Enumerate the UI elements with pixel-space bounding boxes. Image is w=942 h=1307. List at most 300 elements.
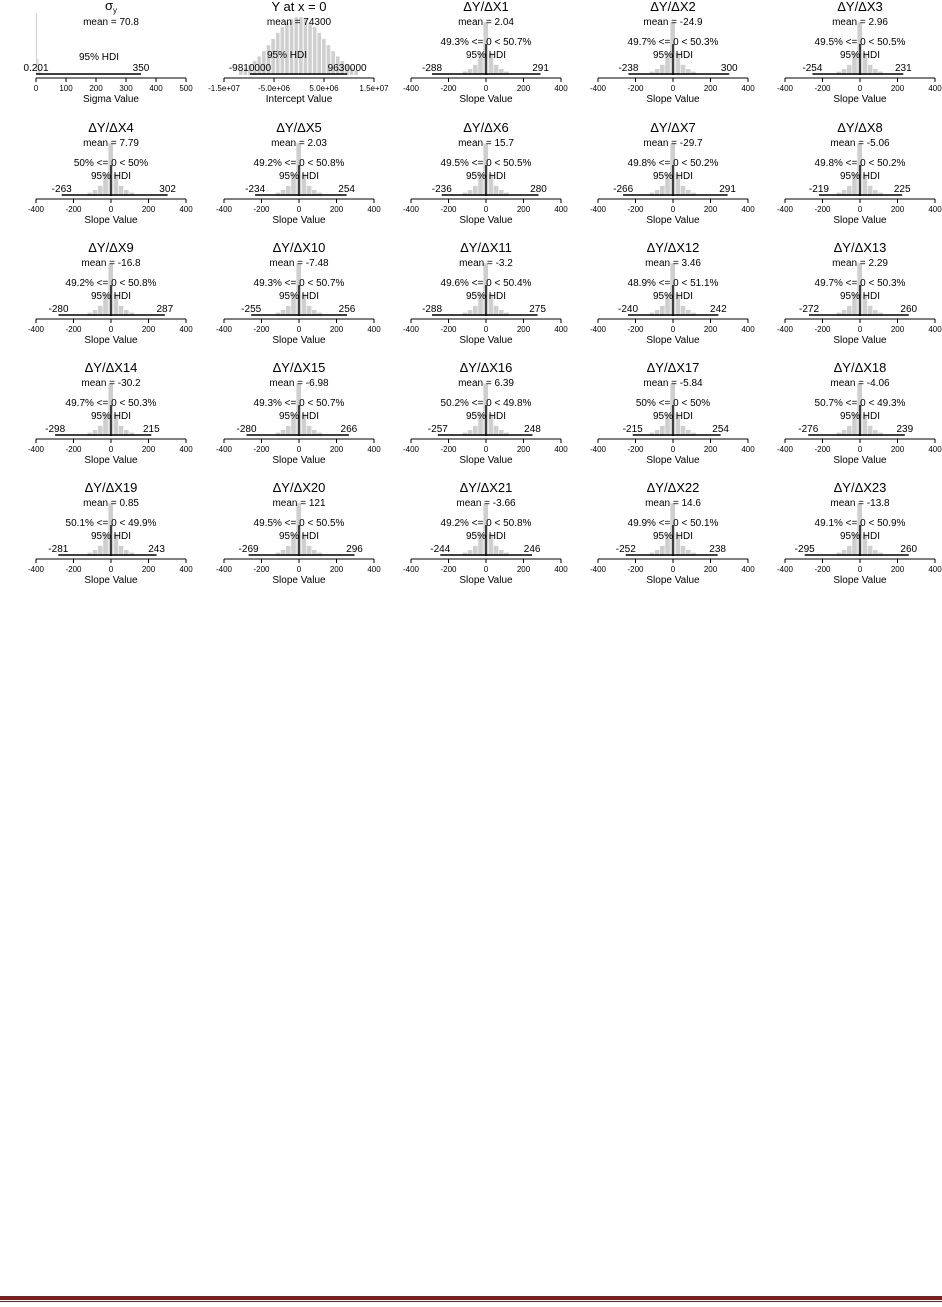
histogram-bar [317, 33, 321, 75]
x-axis-label: Slope Value [459, 455, 513, 466]
x-tick-label: -200 [65, 565, 82, 574]
x-tick-label: 400 [928, 84, 942, 93]
hdi-label: 95% HDI [652, 291, 694, 302]
hdi-label: 95% HDI [465, 411, 507, 422]
x-tick-label: -200 [627, 205, 644, 214]
x-tick-label: 400 [179, 445, 193, 454]
mean-label: mean = -6.98 [269, 378, 329, 389]
x-tick-label: 200 [890, 445, 905, 454]
x-axis-label: Slope Value [459, 335, 513, 346]
hdi-label: 95% HDI [90, 411, 132, 422]
x-tick-label: 200 [141, 445, 156, 454]
percent-label: 48.9% <= 0 < 51.1% [627, 278, 719, 289]
x-tick-label: 400 [554, 325, 568, 334]
hdi-low-label: -252 [615, 544, 636, 555]
x-tick-label: 200 [703, 84, 718, 93]
hdi-high-label: 350 [132, 63, 150, 74]
panel-9 [590, 120, 755, 226]
percent-label: 49.5% <= 0 < 50.5% [440, 158, 532, 169]
mean-label: mean = -3.66 [456, 498, 516, 509]
panel-3 [403, 0, 568, 105]
x-tick-label: -200 [65, 205, 82, 214]
x-tick-label: 0 [483, 84, 489, 93]
hdi-high-label: 260 [900, 304, 918, 315]
x-tick-label: 200 [703, 445, 718, 454]
panel-20 [777, 360, 942, 466]
x-tick-label: 400 [179, 205, 193, 214]
x-axis-label: Slope Value [272, 215, 326, 226]
x-tick-label: 0 [483, 325, 489, 334]
mean-label: mean = -30.2 [81, 378, 141, 389]
x-tick-label: 400 [928, 565, 942, 574]
x-tick-label: -400 [776, 445, 794, 454]
mean-label: mean = -16.8 [81, 258, 141, 269]
percent-label: 49.8% <= 0 < 50.2% [627, 158, 719, 169]
hdi-label: 95% HDI [465, 531, 507, 542]
hdi-low-label: -281 [48, 544, 69, 555]
x-tick-label: 0 [296, 565, 302, 574]
panel-11 [28, 240, 193, 346]
x-tick-label: -400 [776, 205, 794, 214]
hdi-high-label: 231 [894, 63, 912, 74]
x-tick-label: 500 [179, 84, 193, 93]
hdi-label: 95% HDI [278, 411, 320, 422]
percent-label: 50% <= 0 < 50% [73, 158, 149, 169]
x-tick-label: -200 [627, 325, 644, 334]
histogram-bar [322, 39, 326, 75]
x-tick-label: -400 [27, 205, 45, 214]
histogram-bar [313, 27, 317, 75]
x-tick-label: 200 [516, 84, 531, 93]
x-tick-label: -400 [589, 565, 607, 574]
panel-title: ΔY/ΔX12 [646, 240, 700, 255]
hdi-label: 95% HDI [839, 531, 881, 542]
x-tick-label: 400 [928, 445, 942, 454]
panel-title: ΔY/ΔX18 [833, 360, 887, 375]
percent-label: 49.2% <= 0 < 50.8% [440, 518, 532, 529]
x-tick-label: 200 [141, 565, 156, 574]
hdi-high-label: 256 [338, 304, 356, 315]
x-tick-label: 0 [483, 445, 489, 454]
x-tick-label: -200 [253, 565, 270, 574]
percent-label: 49.2% <= 0 < 50.8% [253, 158, 345, 169]
mean-label: mean = -29.7 [643, 138, 703, 149]
panel-title: ΔY/ΔX6 [463, 120, 509, 135]
x-axis-label: Slope Value [272, 335, 326, 346]
panel-title: ΔY/ΔX21 [459, 480, 513, 495]
mean-label: mean = 2.03 [271, 138, 327, 149]
hdi-label: 95% HDI [278, 531, 320, 542]
hdi-high-label: 280 [530, 184, 547, 195]
panel-5 [777, 0, 942, 105]
x-tick-label: 400 [554, 445, 568, 454]
hdi-high-label: 296 [346, 544, 363, 555]
x-axis-label: Slope Value [833, 455, 887, 466]
hdi-high-label: 243 [148, 544, 165, 555]
percent-label: 50.7% <= 0 < 49.3% [814, 398, 906, 409]
hdi-low-label: -288 [421, 63, 443, 74]
mean-label: mean = 74300 [266, 17, 332, 28]
x-tick-label: 200 [516, 205, 531, 214]
panel-title: Y at x = 0 [271, 0, 327, 14]
x-tick-label: -5.0e+06 [258, 84, 290, 93]
x-tick-label: 200 [329, 325, 344, 334]
x-tick-label: -200 [440, 205, 457, 214]
hdi-low-label: -244 [430, 544, 451, 555]
x-tick-label: -400 [776, 325, 794, 334]
x-tick-label: 400 [928, 205, 942, 214]
hdi-low-label: -298 [45, 424, 66, 435]
hdi-low-label: -236 [431, 184, 452, 195]
panel-title: ΔY/ΔX20 [272, 480, 326, 495]
x-tick-label: -400 [402, 445, 420, 454]
x-tick-label: 300 [119, 84, 133, 93]
hdi-low-label: -238 [618, 63, 639, 74]
percent-label: 49.2% <= 0 < 50.8% [65, 278, 157, 289]
hdi-low-label: -276 [798, 424, 819, 435]
mean-label: mean = -24.9 [643, 17, 703, 28]
x-axis-label: Slope Value [833, 94, 887, 105]
x-tick-label: 0 [108, 205, 114, 214]
mean-label: mean = 70.8 [83, 17, 139, 28]
x-tick-label: -200 [65, 445, 82, 454]
x-tick-label: -200 [65, 325, 82, 334]
mean-label: mean = -7.48 [269, 258, 329, 269]
mean-label: mean = 3.46 [645, 258, 701, 269]
x-axis-label: Slope Value [459, 215, 513, 226]
hdi-low-label: -280 [48, 304, 69, 315]
percent-label: 50.1% <= 0 < 49.9% [65, 518, 157, 529]
x-tick-label: -400 [215, 445, 233, 454]
panel-title: ΔY/ΔX16 [459, 360, 513, 375]
panel-title: ΔY/ΔX19 [84, 480, 138, 495]
x-tick-label: -200 [440, 84, 457, 93]
hdi-high-label: 266 [340, 424, 358, 435]
x-axis-label: Slope Value [646, 94, 700, 105]
hdi-label: 95% HDI [278, 291, 320, 302]
percent-label: 49.5% <= 0 < 50.5% [814, 37, 906, 48]
hdi-low-label: -257 [427, 424, 448, 435]
panel-12 [216, 240, 381, 346]
panel-title: ΔY/ΔX7 [650, 120, 696, 135]
panel-2 [208, 0, 389, 105]
percent-label: 49.7% <= 0 < 50.3% [627, 37, 719, 48]
percent-label: 49.5% <= 0 < 50.5% [253, 518, 345, 529]
x-axis-label: Slope Value [272, 455, 326, 466]
hdi-low-label: -288 [421, 304, 443, 315]
x-tick-label: 0 [483, 205, 489, 214]
x-tick-label: -200 [627, 84, 644, 93]
hdi-low-label: -255 [241, 304, 262, 315]
percent-label: 49.3% <= 0 < 50.7% [253, 278, 345, 289]
percent-label: 49.7% <= 0 < 50.3% [65, 398, 157, 409]
x-tick-label: 0 [670, 205, 676, 214]
panel-title: ΔY/ΔX8 [837, 120, 883, 135]
x-tick-label: 200 [703, 205, 718, 214]
panel-25 [777, 480, 942, 586]
panel-title: ΔY/ΔX4 [88, 120, 134, 135]
x-axis-label: Slope Value [84, 335, 138, 346]
x-tick-label: -200 [440, 325, 457, 334]
x-tick-label: 200 [890, 205, 905, 214]
hdi-label: 95% HDI [652, 531, 694, 542]
x-tick-label: 200 [89, 84, 103, 93]
panel-14 [590, 240, 755, 346]
x-tick-label: -200 [814, 565, 831, 574]
x-tick-label: -400 [402, 205, 420, 214]
hdi-low-label: -263 [51, 184, 72, 195]
hdi-high-label: 275 [529, 304, 546, 315]
x-tick-label: 400 [367, 325, 381, 334]
x-tick-label: 0 [296, 325, 302, 334]
panel-18 [403, 360, 568, 466]
x-tick-label: 400 [554, 84, 568, 93]
mean-label: mean = -5.06 [830, 138, 890, 149]
x-tick-label: 400 [367, 205, 381, 214]
hdi-high-label: 242 [710, 304, 727, 315]
mean-label: mean = 2.29 [832, 258, 888, 269]
x-tick-label: 0 [857, 565, 863, 574]
panel-title-subscript: y [113, 6, 118, 15]
x-axis-label: Slope Value [459, 575, 513, 586]
panel-title: ΔY/ΔX1 [463, 0, 509, 14]
x-axis-label: Slope Value [833, 335, 887, 346]
panel-23 [403, 480, 568, 586]
panel-title: ΔY/ΔX10 [272, 240, 326, 255]
mean-label: mean = -3.2 [459, 258, 513, 269]
percent-label: 49.6% <= 0 < 50.4% [440, 278, 532, 289]
hdi-label: 95% HDI [78, 52, 120, 63]
hdi-low-label: -9810000 [228, 63, 272, 74]
x-tick-label: -400 [776, 84, 794, 93]
hdi-low-label: -272 [798, 304, 820, 315]
hdi-high-label: 291 [532, 63, 549, 74]
hdi-low-label: -295 [794, 544, 815, 555]
hdi-high-label: 225 [893, 184, 911, 195]
mean-label: mean = 15.7 [458, 138, 514, 149]
panel-title: ΔY/ΔX5 [276, 120, 322, 135]
hdi-label: 95% HDI [90, 171, 132, 182]
footer-rule-thin [0, 1301, 942, 1302]
panel-title: ΔY/ΔX14 [84, 360, 138, 375]
panel-title: ΔY/ΔX9 [88, 240, 134, 255]
hdi-high-label: 9630000 [327, 63, 367, 74]
percent-label: 49.8% <= 0 < 50.2% [814, 158, 906, 169]
panel-10 [777, 120, 942, 226]
x-tick-label: -200 [253, 205, 270, 214]
hdi-low-label: -280 [236, 424, 257, 435]
histogram-bar [285, 22, 289, 75]
mean-label: mean = 121 [272, 498, 326, 509]
mean-label: mean = -5.84 [643, 378, 703, 389]
panel-19 [590, 360, 755, 466]
panel-title: ΔY/ΔX17 [646, 360, 700, 375]
x-tick-label: -400 [27, 325, 45, 334]
x-tick-label: 0 [108, 325, 114, 334]
mean-label: mean = -4.06 [830, 378, 890, 389]
panel-4 [590, 0, 755, 105]
x-tick-label: 400 [741, 84, 755, 93]
hdi-low-label: -240 [617, 304, 639, 315]
x-tick-label: 100 [59, 84, 73, 93]
x-tick-label: 0 [670, 445, 676, 454]
percent-label: 50% <= 0 < 50% [635, 398, 711, 409]
x-tick-label: 0 [108, 445, 114, 454]
x-tick-label: 400 [179, 325, 193, 334]
x-tick-label: -200 [814, 84, 831, 93]
x-tick-label: -400 [589, 205, 607, 214]
panel-title: ΔY/ΔX15 [272, 360, 326, 375]
x-tick-label: 200 [890, 84, 905, 93]
x-tick-label: 400 [741, 325, 755, 334]
x-tick-label: 200 [141, 325, 156, 334]
x-tick-label: 200 [703, 565, 718, 574]
x-tick-label: 400 [367, 565, 381, 574]
panel-title: ΔY/ΔX2 [650, 0, 696, 14]
panel-17 [216, 360, 381, 466]
x-tick-label: -200 [253, 445, 270, 454]
x-axis-label: Slope Value [833, 215, 887, 226]
x-axis-label: Slope Value [646, 575, 700, 586]
panel-24 [590, 480, 755, 586]
hdi-low-label: -266 [613, 184, 634, 195]
x-tick-label: 0 [670, 325, 676, 334]
mean-label: mean = 0.85 [83, 498, 139, 509]
hdi-high-label: 238 [709, 544, 726, 555]
mean-label: mean = 2.04 [458, 17, 514, 28]
hdi-high-label: 254 [712, 424, 729, 435]
hdi-label: 95% HDI [839, 171, 881, 182]
panel-title: ΔY/ΔX13 [833, 240, 887, 255]
x-axis-label: Slope Value [646, 455, 700, 466]
hdi-label: 95% HDI [90, 291, 132, 302]
panel-title: ΔY/ΔX11 [460, 240, 512, 255]
x-axis-label: Slope Value [84, 455, 138, 466]
x-tick-label: -400 [215, 565, 233, 574]
panel-21 [28, 480, 193, 586]
x-tick-label: 5.0e+06 [309, 84, 339, 93]
x-tick-label: -200 [627, 445, 644, 454]
x-axis-label: Slope Value [272, 575, 326, 586]
x-tick-label: -200 [814, 205, 831, 214]
x-tick-label: 200 [516, 565, 531, 574]
mean-label: mean = -13.8 [830, 498, 890, 509]
hdi-label: 95% HDI [652, 411, 694, 422]
x-tick-label: -200 [814, 325, 831, 334]
hdi-label: 95% HDI [839, 291, 881, 302]
footer-rule [0, 1296, 942, 1300]
x-tick-label: 400 [554, 565, 568, 574]
x-tick-label: -1.5e+07 [208, 84, 240, 93]
x-axis-label: Slope Value [84, 215, 138, 226]
x-tick-label: -400 [589, 325, 607, 334]
x-tick-label: 200 [329, 445, 344, 454]
x-tick-label: 0 [670, 84, 676, 93]
hdi-label: 95% HDI [465, 50, 507, 61]
hdi-label: 95% HDI [465, 291, 507, 302]
x-tick-label: -400 [776, 565, 794, 574]
mean-label: mean = 14.6 [645, 498, 701, 509]
x-tick-label: 0 [857, 205, 863, 214]
hdi-label: 95% HDI [839, 50, 881, 61]
hdi-low-label: -215 [622, 424, 643, 435]
hdi-high-label: 246 [523, 544, 541, 555]
x-axis-label: Slope Value [646, 215, 700, 226]
x-tick-label: -200 [253, 325, 270, 334]
posterior-histogram-grid [0, 0, 942, 600]
x-tick-label: 0 [857, 445, 863, 454]
hdi-high-label: 300 [720, 63, 738, 74]
hdi-label: 95% HDI [465, 171, 507, 182]
x-tick-label: -400 [27, 445, 45, 454]
x-tick-label: 0 [296, 205, 302, 214]
x-tick-label: 400 [741, 565, 755, 574]
mean-label: mean = 6.39 [458, 378, 514, 389]
x-tick-label: 0 [108, 565, 114, 574]
x-axis-label: Slope Value [646, 335, 700, 346]
hdi-low-label: 0.201 [23, 63, 49, 74]
panel-6 [28, 120, 193, 226]
x-tick-label: 400 [928, 325, 942, 334]
panel-16 [28, 360, 193, 466]
x-tick-label: 400 [554, 205, 568, 214]
hdi-label: 95% HDI [652, 50, 694, 61]
x-axis-label: Slope Value [833, 575, 887, 586]
hdi-high-label: 260 [900, 544, 918, 555]
x-tick-label: 0 [33, 84, 39, 93]
hdi-high-label: 302 [159, 184, 176, 195]
x-tick-label: -200 [627, 565, 644, 574]
x-tick-label: 0 [857, 84, 863, 93]
x-tick-label: 200 [516, 445, 531, 454]
panel-13 [403, 240, 568, 346]
x-tick-label: 200 [329, 205, 344, 214]
hdi-label: 95% HDI [278, 171, 320, 182]
hdi-low-label: -219 [808, 184, 829, 195]
x-tick-label: -400 [402, 84, 420, 93]
x-axis-label: Intercept Value [265, 94, 333, 105]
x-tick-label: 200 [890, 565, 905, 574]
x-tick-label: -400 [589, 84, 607, 93]
x-tick-label: 200 [141, 205, 156, 214]
x-tick-label: 400 [149, 84, 163, 93]
x-tick-label: 0 [483, 565, 489, 574]
x-tick-label: 400 [367, 445, 381, 454]
hdi-low-label: -234 [245, 184, 266, 195]
x-tick-label: 0 [670, 565, 676, 574]
hdi-label: 95% HDI [652, 171, 694, 182]
mean-label: mean = 2.96 [832, 17, 888, 28]
histogram-bar [308, 22, 312, 75]
x-tick-label: -400 [589, 445, 607, 454]
x-tick-label: 400 [179, 565, 193, 574]
hdi-label: 95% HDI [266, 50, 308, 61]
x-tick-label: -400 [402, 325, 420, 334]
hdi-high-label: 287 [156, 304, 174, 315]
hdi-high-label: 291 [719, 184, 736, 195]
percent-label: 49.7% <= 0 < 50.3% [814, 278, 906, 289]
x-axis-label: Sigma Value [83, 94, 139, 105]
panel-1 [24, 0, 194, 105]
percent-label: 49.9% <= 0 < 50.1% [627, 518, 719, 529]
mean-label: mean = 7.79 [83, 138, 139, 149]
hdi-high-label: 239 [896, 424, 914, 435]
x-tick-label: 0 [857, 325, 863, 334]
x-tick-label: -400 [402, 565, 420, 574]
hdi-label: 95% HDI [90, 531, 132, 542]
panel-22 [216, 480, 381, 586]
hdi-label: 95% HDI [839, 411, 881, 422]
